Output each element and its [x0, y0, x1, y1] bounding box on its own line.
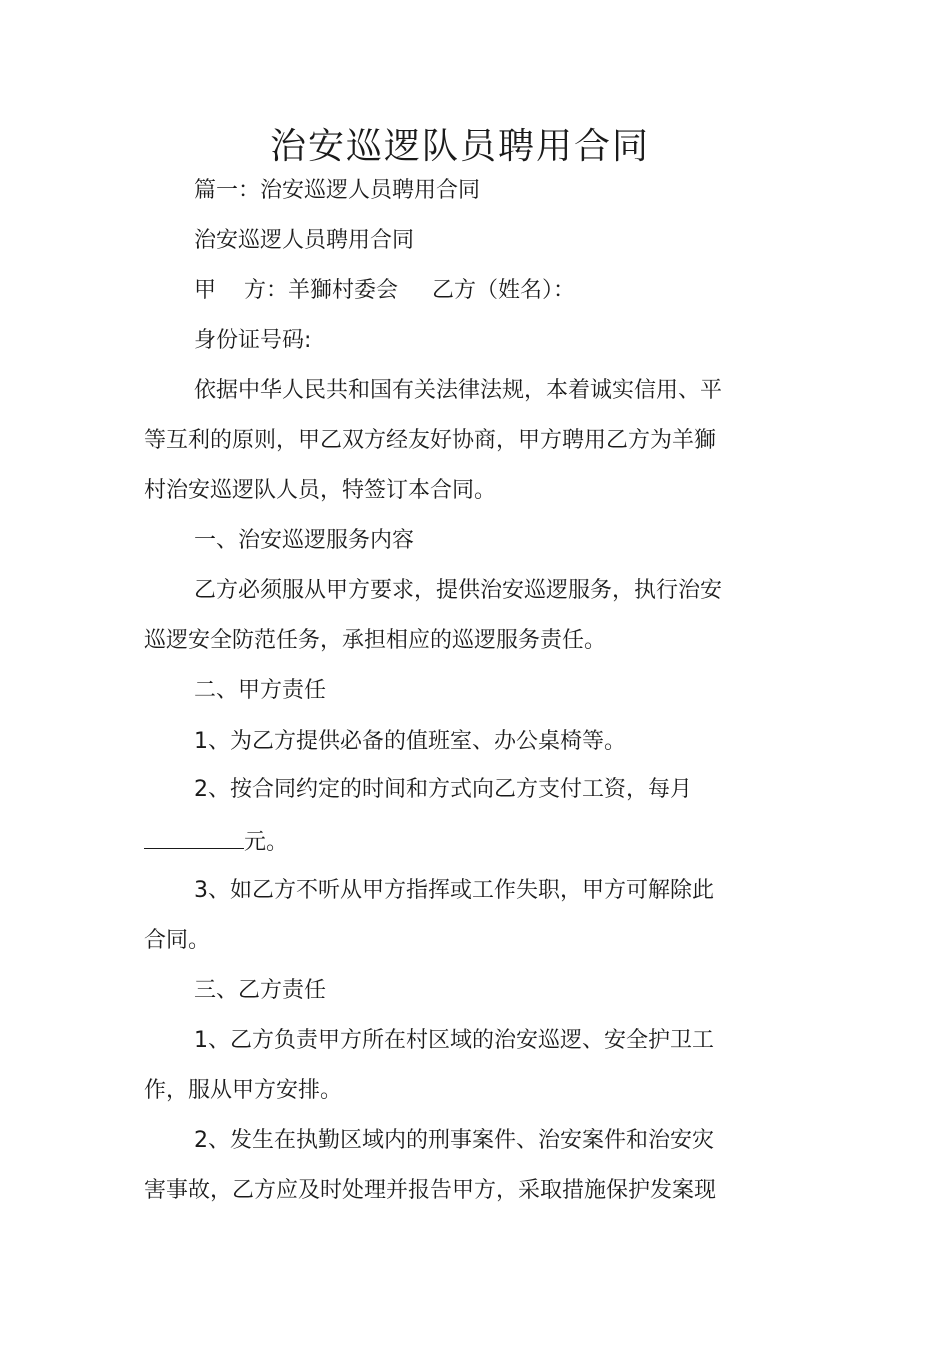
section3-item1-line2: 作，服从甲方安排。 — [144, 1078, 343, 1103]
section2-item2-line1: 2、按合同约定的时间和方式向乙方支付工资，每月 — [194, 777, 692, 802]
section2-item1: 1、为乙方提供必备的值班室、办公桌椅等。 — [194, 729, 626, 754]
section3-item2-line1: 2、发生在执勤区域内的刑事案件、治安案件和治安灾 — [194, 1128, 714, 1153]
section1-body-line-2: 巡逻安全防范任务，承担相应的巡逻服务责任。 — [144, 628, 607, 653]
section3-item1-line1: 1、乙方负责甲方所在村区域的治安巡逻、安全护卫工 — [194, 1028, 714, 1053]
party-a-label: 甲 — [194, 278, 217, 303]
section2-item2-line2 — [144, 826, 288, 858]
salary-blank — [144, 826, 244, 849]
salary-unit: 元。 — [244, 830, 289, 855]
section3-item2-line2: 害事故，乙方应及时处理并报告甲方，采取措施保护发案现 — [144, 1178, 717, 1203]
party-a-name: 方：羊獅村委会 — [244, 278, 399, 303]
document-title: 治安巡逻队员聘用合同 — [269, 126, 650, 167]
id-number-label: 身份证号码: — [194, 328, 312, 353]
parties-line — [194, 276, 575, 306]
intro-line-3: 村治安巡逻队人员，特签订本合同。 — [144, 478, 497, 503]
party-b-label: 乙方（姓名）： — [432, 278, 576, 303]
sub-title: 治安巡逻人员聘用合同 — [194, 228, 415, 253]
part-heading: 篇一：治安巡逻人员聘用合同 — [194, 178, 481, 203]
intro-line-1: 依据中华人民共和国有关法律法规，本着诚实信用、平 — [194, 378, 723, 403]
section1-body-line-1: 乙方必须服从甲方要求，提供治安巡逻服务，执行治安 — [194, 578, 723, 603]
section2-item3-line1: 3、如乙方不听从甲方指挥或工作失职，甲方可解除此 — [194, 878, 714, 903]
section2-heading: 二、甲方责任 — [194, 678, 327, 703]
section1-heading: 一、治安巡逻服务内容 — [194, 528, 415, 553]
intro-line-2: 等互利的原则，甲乙双方经友好协商，甲方聘用乙方为羊獅 — [144, 428, 717, 453]
section2-item3-line2: 合同。 — [144, 928, 211, 953]
section3-heading: 三、乙方责任 — [194, 978, 327, 1003]
